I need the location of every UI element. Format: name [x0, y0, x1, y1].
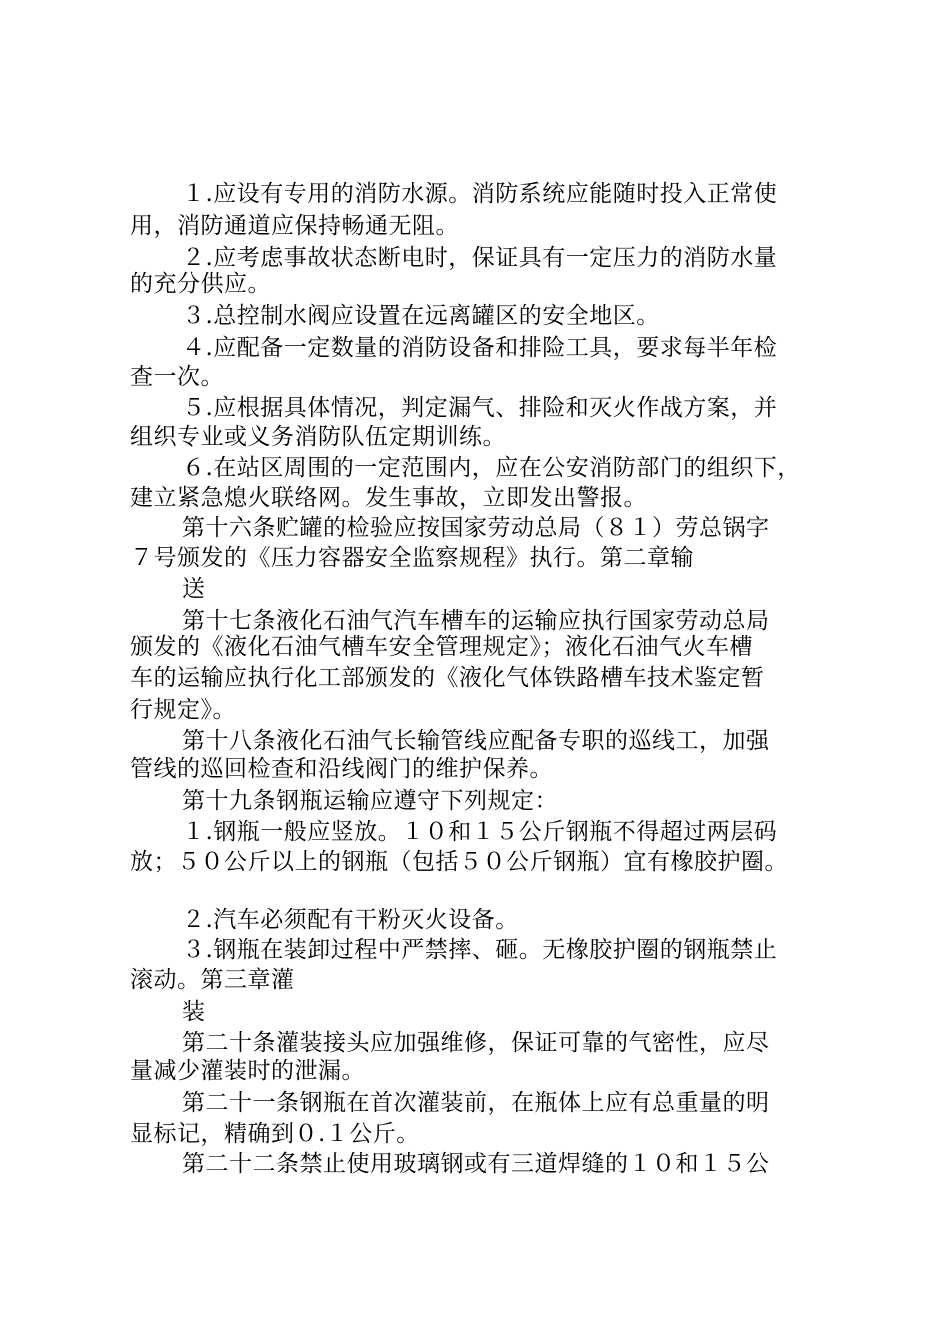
text-line: 管线的巡回检查和沿线阀门的维护保养。 — [130, 756, 553, 782]
text-line: 第十七条液化石油气汽车槽车的运输应执行国家劳动总局 — [182, 608, 770, 634]
text-line: 第二十条灌装接头应加强维修，保证可靠的气密性，应尽 — [182, 1030, 770, 1056]
text-line: ４.应配备一定数量的消防设备和排险工具，要求每半年检 — [182, 335, 778, 361]
text-line: ２.应考虑事故状态断电时，保证具有一定压力的消防水量 — [182, 245, 778, 271]
text-line: 放；５０公斤以上的钢瓶（包括５０公斤钢瓶）宜有橡胶护圈。 — [130, 849, 788, 875]
text-line: 用，消防通道应保持畅通无阻。 — [130, 213, 459, 239]
text-line: 第十六条贮罐的检验应按国家劳动总局（８１）劳总锅字 — [182, 515, 770, 541]
text-line: １.应设有专用的消防水源。消防系统应能随时投入正常使 — [182, 181, 778, 207]
text-line: 建立紧急熄火联络网。发生事故，立即发出警报。 — [130, 485, 647, 511]
text-line: 量减少灌装时的泄漏。 — [130, 1058, 365, 1084]
text-line: 查一次。 — [130, 364, 224, 390]
text-line: ３.钢瓶在装卸过程中严禁摔、砸。无橡胶护圈的钢瓶禁止 — [182, 937, 778, 963]
text-line: 第二十一条钢瓶在首次灌装前，在瓶体上应有总重量的明 — [182, 1090, 770, 1116]
text-line: 滚动。第三章灌 — [130, 967, 295, 993]
text-line: 第十八条液化石油气长输管线应配备专职的巡线工，加强 — [182, 728, 770, 754]
text-line: 组织专业或义务消防队伍定期训练。 — [130, 424, 506, 450]
text-line: 显标记，精确到０.１公斤。 — [130, 1121, 420, 1147]
text-line: 第二十二条禁止使用玻璃钢或有三道焊缝的１０和１５公 — [182, 1151, 770, 1177]
text-line: １.钢瓶一般应竖放。１０和１５公斤钢瓶不得超过两层码 — [182, 819, 778, 845]
text-line: 的充分供应。 — [130, 271, 271, 297]
text-line: ５.应根据具体情况，判定漏气、排险和灭火作战方案，并 — [182, 395, 778, 421]
text-line: 行规定》。 — [130, 697, 236, 723]
text-line: ２.汽车必须配有干粉灭火设备。 — [182, 907, 519, 933]
text-line: 颁发的《液化石油气槽车安全管理规定》；液化石油气火车槽 — [130, 634, 753, 660]
text-line: ３.总控制水阀应设置在远离罐区的安全地区。 — [182, 303, 660, 329]
text-line: 车的运输应执行化工部颁发的《液化气体铁路槽车技术鉴定暂 — [130, 665, 765, 691]
text-line: 装 — [182, 999, 206, 1025]
text-line: 第十九条钢瓶运输应遵守下列规定： — [182, 788, 558, 814]
text-line: ６.在站区周围的一定范围内，应在公安消防部门的组织下， — [182, 455, 801, 481]
text-line: ７号颁发的《压力容器安全监察规程》执行。第二章输 — [130, 545, 694, 571]
text-line: 送 — [182, 576, 206, 602]
